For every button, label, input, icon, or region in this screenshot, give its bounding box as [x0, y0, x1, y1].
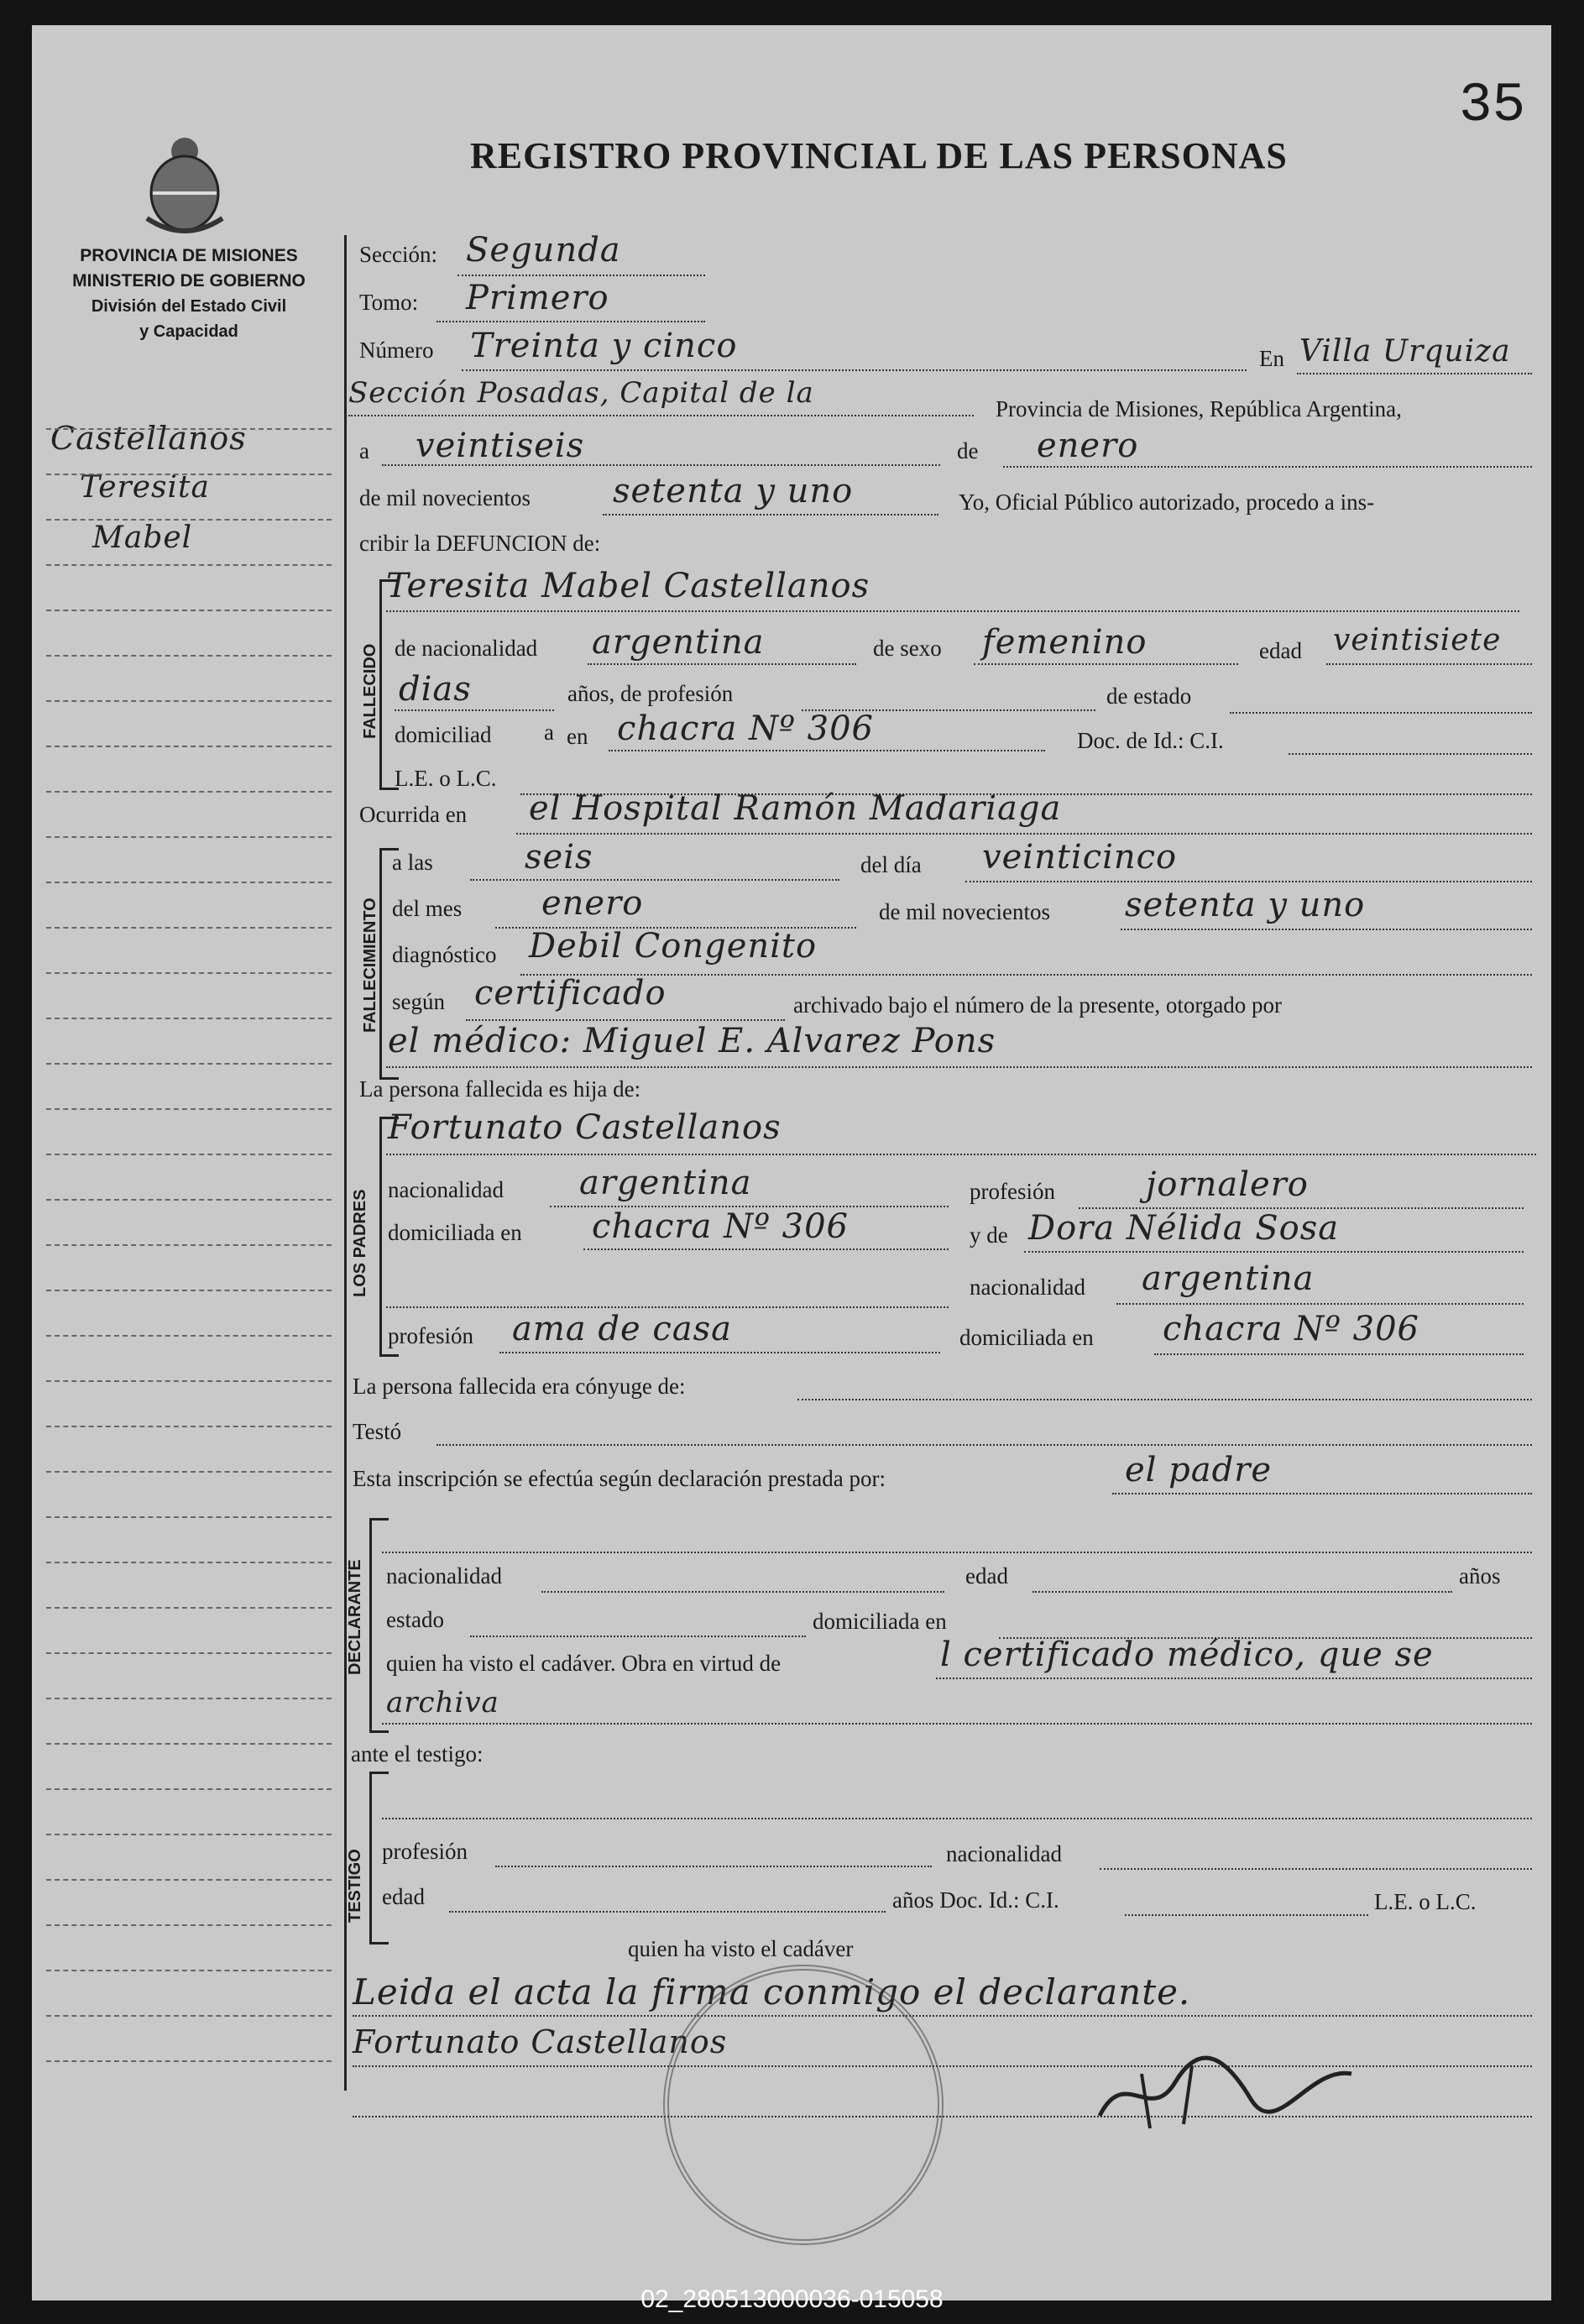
madre-domicilio-label: domiciliada en: [959, 1325, 1094, 1350]
anios-profesion-label: años, de profesión: [567, 681, 734, 706]
segun-label: según: [392, 989, 445, 1014]
padre-profesion-label: profesión: [970, 1179, 1055, 1204]
margin-rule: [46, 1788, 332, 1791]
fallecido-section-label: FALLECIDO: [361, 643, 379, 739]
fallecimiento-anio-label: de mil novecientos: [879, 899, 1050, 924]
conyuge-label: La persona fallecida era cónyuge de:: [353, 1374, 686, 1399]
fallecimiento-anio-value: setenta y uno: [1125, 886, 1366, 924]
declarante-visto-value-2: archiva: [386, 1686, 499, 1719]
le-label: L.E. o L.C.: [395, 766, 497, 791]
madre-profesion-line: [499, 1352, 940, 1353]
margin-rule: [46, 1562, 332, 1564]
hora-line: [470, 879, 839, 881]
madre-domicilio-line: [1154, 1353, 1524, 1355]
fallecimiento-mes-value: enero: [541, 884, 644, 923]
de-label: de: [957, 438, 979, 463]
padre-nacionalidad-label: nacionalidad: [388, 1177, 504, 1202]
madre-profesion-label: profesión: [388, 1323, 473, 1348]
en-value: Villa Urquiza: [1299, 334, 1511, 369]
margin-rule: [46, 1108, 332, 1111]
margin-rule: [46, 474, 332, 476]
margin-rule: [46, 791, 332, 793]
dias-line: [395, 709, 554, 711]
hija-label: La persona fallecida es hija de:: [359, 1076, 641, 1102]
tomo-line: [437, 321, 705, 322]
margin-rule: [46, 1154, 332, 1156]
margin-rule: [46, 882, 332, 884]
declarante-nacionalidad-line: [541, 1591, 944, 1593]
ministry-line-1: PROVINCIA DE MISIONES: [80, 246, 298, 265]
madre-nombre-line: [1024, 1251, 1524, 1253]
testigo-edad-label: edad: [382, 1884, 425, 1909]
signature-icon: [1091, 2049, 1360, 2133]
dia-value: veintiseis: [416, 427, 585, 465]
padre-domicilio-label: domiciliada en: [388, 1220, 522, 1245]
testigo-intro: ante el testigo:: [351, 1741, 484, 1767]
tomo-value: Primero: [466, 279, 609, 317]
margin-rule: [46, 1879, 332, 1882]
padre-domicilio-line: [583, 1248, 949, 1250]
ministry-line-4: y Capacidad: [139, 322, 238, 341]
testigo-nacionalidad-line: [1100, 1868, 1532, 1870]
padre-domicilio-value: chacra Nº 306: [592, 1207, 849, 1246]
margin-rule: [46, 1244, 332, 1247]
archivado-label: archivado bajo el número de la presente, otorgado por: [793, 992, 1283, 1018]
mes-value: enero: [1037, 427, 1139, 465]
en-line: [1297, 373, 1532, 374]
hora-value: seis: [525, 838, 593, 877]
nacionalidad-value: argentina: [592, 623, 765, 662]
cribir-label: cribir la DEFUNCION de:: [359, 531, 601, 556]
margin-rule: [46, 610, 332, 612]
margin-rule: [46, 1290, 332, 1292]
seccion-value: Segunda: [466, 231, 621, 270]
margin-note-name-1: Teresita: [80, 470, 210, 505]
fallecimiento-dia-line: [965, 881, 1532, 882]
place-line: [348, 415, 974, 416]
fallecimiento-mes-label: del mes: [392, 896, 463, 921]
diagnostico-value: Debil Congenito: [529, 927, 818, 966]
testo-label: Testó: [353, 1419, 402, 1444]
hora-label: a las: [392, 850, 433, 875]
margin-rule: [46, 1834, 332, 1836]
madre-profesion-value: ama de casa: [512, 1310, 732, 1348]
madre-domicilio-value: chacra Nº 306: [1163, 1310, 1419, 1348]
declarante-edad-line: [1032, 1591, 1452, 1593]
margin-rule: [46, 1698, 332, 1700]
medico-value: el médico: Miguel E. Alvarez Pons: [388, 1022, 996, 1060]
padre-nacionalidad-value: argentina: [579, 1164, 752, 1202]
madre-nacionalidad-value: argentina: [1142, 1259, 1315, 1298]
domicilio-label: domiciliad: [395, 722, 492, 747]
declarante-domiciliada-label: domiciliada en: [813, 1609, 947, 1634]
medico-line: [386, 1066, 1532, 1068]
margin-note-name-2: Mabel: [92, 521, 193, 555]
testigo-profesion-label: profesión: [382, 1839, 468, 1864]
anio-line: [603, 514, 938, 516]
margin-note-surname: Castellanos: [50, 420, 247, 457]
seccion-line: [457, 275, 705, 276]
margin-rule: [46, 700, 332, 703]
closing-line-2: Fortunato Castellanos: [353, 2023, 728, 2060]
edad-line: [1326, 663, 1532, 665]
conyuge-line: [797, 1399, 1532, 1400]
testigo-nombre-line: [382, 1818, 1532, 1819]
margin-rule: [46, 927, 332, 929]
nacionalidad-label: de nacionalidad: [395, 636, 538, 661]
margin-rule: [46, 1924, 332, 1927]
margin-rule: [46, 1516, 332, 1519]
a-label: a: [359, 438, 369, 463]
nacionalidad-line: [588, 663, 856, 665]
declarante-estado-line: [470, 1636, 806, 1637]
domicilio-suffix: a: [544, 720, 554, 745]
testigo-edad-line: [449, 1911, 886, 1913]
declarante-nacionalidad-label: nacionalidad: [386, 1563, 502, 1589]
testigo-profesion-line: [495, 1866, 932, 1867]
declarante-visto-line: [936, 1678, 1532, 1679]
sexo-value: femenino: [982, 623, 1147, 662]
padre-profesion-value: jornalero: [1146, 1165, 1309, 1204]
domicilio-line: [609, 750, 1045, 751]
anio-value: setenta y uno: [613, 472, 854, 510]
numero-label: Número: [359, 338, 434, 363]
oficial-label: Yo, Oficial Público autorizado, procedo a ins-: [959, 489, 1375, 515]
coat-of-arms-icon: [139, 126, 231, 235]
dia-label: del día: [860, 852, 922, 877]
margin-rule: [46, 1335, 332, 1337]
en-label: En: [1259, 346, 1284, 371]
declaracion-value: el padre: [1125, 1451, 1273, 1489]
ocurrida-line: [516, 833, 1532, 835]
testigo-doc-line: [1125, 1914, 1368, 1916]
ministry-line-2: MINISTERIO DE GOBIERNO: [72, 271, 306, 290]
declarante-nombre-line: [382, 1552, 1532, 1553]
ministry-line-3: División del Estado Civil: [91, 297, 287, 316]
margin-divider: [344, 235, 347, 2091]
padre-nombre-line: [386, 1154, 1536, 1155]
numero-line: [462, 369, 1247, 371]
margin-rule: [46, 1607, 332, 1610]
padre-nombre: Fortunato Castellanos: [388, 1108, 782, 1147]
margin-rule: [46, 2015, 332, 2018]
testigo-section-label: TESTIGO: [346, 1849, 364, 1923]
ocurrida-value: el Hospital Ramón Madariaga: [529, 789, 1062, 828]
closing-line-1: Leida el acta la firma conmigo el declarante.: [353, 1971, 1191, 2013]
declaracion-line: [1112, 1493, 1532, 1494]
estado-line: [1230, 712, 1532, 714]
declarante-visto-label: quien ha visto el cadáver. Obra en virtud de: [386, 1651, 782, 1676]
provincia-label: Provincia de Misiones, República Argentina,: [996, 396, 1402, 421]
margin-rule: [46, 1380, 332, 1383]
edad-label: edad: [1259, 638, 1302, 663]
mes-line: [1003, 466, 1532, 468]
segun-value: certificado: [474, 974, 667, 1013]
madre-nacionalidad-line: [1116, 1303, 1524, 1305]
testo-line: [437, 1444, 1532, 1446]
declarante-edad-label: edad: [965, 1563, 1008, 1589]
testigo-visto-label: quien ha visto el cadáver: [628, 1936, 854, 1961]
margin-rule: [46, 1199, 332, 1201]
declarante-visto-line-2: [382, 1723, 1532, 1725]
numero-value: Treinta y cinco: [470, 327, 738, 365]
closing-line-1-rule: [353, 2015, 1532, 2017]
margin-rule: [46, 1063, 332, 1065]
page-number: 35: [1459, 74, 1526, 137]
margin-rule: [46, 519, 332, 521]
diagnostico-line: [520, 974, 1532, 976]
margin-rule: [46, 836, 332, 839]
madre-label: y de: [970, 1222, 1008, 1248]
padres-section-label: LOS PADRES: [351, 1189, 369, 1297]
testigo-anios-label: años Doc. Id.: C.I.: [892, 1887, 1059, 1913]
margin-rule: [46, 746, 332, 748]
official-seal-stamp: [663, 1965, 944, 2245]
declarante-anios-label: años: [1459, 1563, 1501, 1589]
margin-rule: [46, 428, 332, 431]
dias-value: dias: [399, 670, 472, 709]
domicilio-en-label: en: [567, 724, 588, 749]
margin-rule: [46, 2060, 332, 2063]
estado-label: de estado: [1106, 683, 1192, 709]
declarante-visto-value: l certificado médico, que se: [940, 1636, 1434, 1674]
margin-rule: [46, 1471, 332, 1473]
testigo-nacionalidad-label: nacionalidad: [946, 1841, 1062, 1866]
domicilio-value: chacra Nº 306: [617, 709, 874, 748]
margin-rule: [46, 1426, 332, 1428]
declarante-estado-label: estado: [386, 1607, 444, 1632]
tomo-label: Tomo:: [359, 290, 419, 315]
doc-line: [1289, 753, 1532, 755]
declaracion-label: Esta inscripción se efectúa según declaración prestada por:: [353, 1466, 886, 1491]
ocurrida-label: Ocurrida en: [359, 802, 468, 827]
fallecimiento-anio-line: [1121, 929, 1532, 930]
segun-line: [466, 1019, 785, 1021]
margin-rule: [46, 972, 332, 975]
testigo-le-label: L.E. o L.C.: [1374, 1889, 1477, 1914]
ministry-header: [34, 243, 344, 344]
margin-rule: [46, 1970, 332, 1972]
margin-rule: [46, 1018, 332, 1020]
fallecimiento-dia-value: veinticinco: [982, 838, 1178, 877]
sexo-label: de sexo: [873, 636, 942, 661]
margin-rule: [46, 655, 332, 657]
edad-value: veintisiete: [1333, 623, 1502, 657]
mil-label: de mil novecientos: [359, 485, 531, 510]
page-title: REGISTRO PROVINCIAL DE LAS PERSONAS: [470, 135, 1288, 176]
sexo-line: [974, 663, 1238, 665]
diagnostico-label: diagnóstico: [392, 942, 497, 967]
padres-blank-line: [386, 1306, 949, 1308]
fallecido-nombre-line: [386, 610, 1519, 612]
madre-nacionalidad-label: nacionalidad: [970, 1275, 1085, 1300]
dia-line: [382, 464, 940, 466]
margin-rule: [46, 1743, 332, 1746]
seccion-label: Sección:: [359, 242, 437, 267]
place-value: Sección Posadas, Capital de la: [348, 376, 814, 410]
madre-nombre: Dora Nélida Sosa: [1028, 1209, 1340, 1248]
margin-rule: [46, 564, 332, 567]
fallecimiento-section-label: FALLECIMIENTO: [361, 898, 379, 1033]
footer-code: 02_280513000036-015058: [640, 2285, 944, 2313]
margin-rule: [46, 1652, 332, 1655]
declarante-section-label: DECLARANTE: [346, 1559, 364, 1675]
doc-label: Doc. de Id.: C.I.: [1077, 728, 1224, 753]
fallecido-nombre: Teresita Mabel Castellanos: [386, 567, 870, 605]
